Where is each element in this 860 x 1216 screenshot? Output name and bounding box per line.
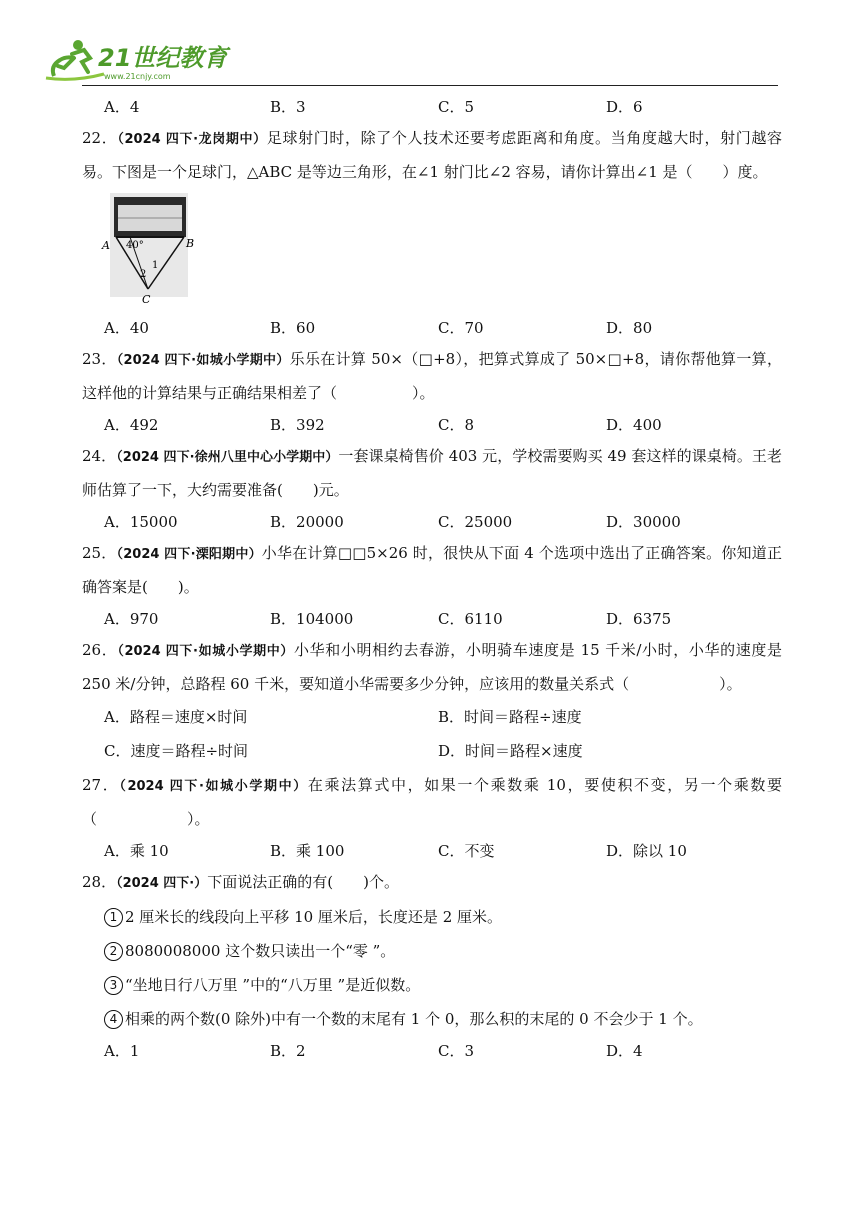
svg-text:www.21cnjy.com: www.21cnjy.com (104, 72, 171, 81)
q22-stem: 22．（2024 四下·龙岗期中）足球射门时，除了个人技术还要考虑距离和角度。当角度越大时，射门越容易。下图是一个足球门，△ABC 是等边三角形，在∠1 射门比∠2 容易，请你计算出∠1 是（ ）度。 (82, 129, 782, 181)
q25-option-c: C．6110 (438, 610, 503, 628)
q28-statement-1: 1 2 厘米长的线段向上平移 10 厘米后，长度还是 2 厘米。 (82, 900, 782, 934)
svg-text:21世纪教育: 21世纪教育 (98, 44, 228, 72)
q28-option-a: A．1 (104, 1042, 140, 1060)
21cnjy-logo (44, 36, 244, 84)
page-header (44, 36, 780, 88)
q21-option-b: B．3 (270, 98, 306, 116)
q24-stem: 24．（2024 四下·徐州八里中心小学期中）一套课桌椅售价 403 元，学校需要购买 49 套这样的课桌椅。王老师估算了一下，大约需要准备( )元。 (82, 447, 782, 499)
q23-option-a: A．492 (104, 416, 159, 434)
q24-options (82, 507, 782, 537)
q21-option-c: C．5 (438, 98, 475, 116)
q28-stem: 28．（2024 四下·）下面说法正确的有( )个。 (82, 873, 399, 891)
q24-option-b: B．20000 (270, 513, 344, 531)
q27-stem: 27．（2024 四下·如城小学期中）在乘法算式中，如果一个乘数乘 10，要使积不变，另一个乘数要（ ）。 (82, 776, 782, 828)
q21-option-d: D．6 (606, 98, 643, 116)
svg-text:40°: 40° (126, 240, 144, 251)
svg-text:A: A (102, 239, 110, 252)
q28-option-c: C．3 (438, 1042, 475, 1060)
q22-option-c: C．70 (438, 319, 484, 337)
q28-statement-2: 2 8080008000 这个数只读出一个“零 ”。 (82, 934, 782, 968)
q23-stem: 23．（2024 四下·如城小学期中）乐乐在计算 50×（□+8），把算式算成了 50×□+8，请你帮他算一算，这样他的计算结果与正确结果相差了（ ）。 (82, 350, 782, 402)
q25-stem: 25．（2024 四下·溧阳期中）小华在计算□□5×26 时，很快从下面 4 个选项中选出了正确答案。你知道正确答案是( )。 (82, 544, 782, 596)
q26-option-b: B．时间＝路程÷速度 (438, 708, 582, 726)
q23-option-d: D．400 (606, 416, 662, 434)
q22-option-d: D．80 (606, 319, 653, 337)
q28-statement-3: 3 “坐地日行八万里 ”中的“八万里 ”是近似数。 (82, 968, 782, 1002)
q24-option-a: A．15000 (104, 513, 178, 531)
svg-text:1: 1 (152, 260, 159, 271)
q23-options (82, 410, 782, 440)
q24-option-d: D．30000 (606, 513, 681, 531)
q28-options (82, 1036, 782, 1066)
q27-option-d: D．除以 10 (606, 842, 687, 860)
svg-text:C: C (142, 293, 151, 306)
q27-options (82, 836, 782, 866)
q28-statement-4: 4 相乘的两个数(0 除外)中有一个数的末尾有 1 个 0，那么积的末尾的 0 不会少于 1 个。 (82, 1002, 782, 1036)
goal-triangle-diagram (102, 191, 195, 309)
q25-option-a: A．970 (104, 610, 159, 628)
question-list (82, 92, 782, 1066)
q21-option-a: A．4 (104, 98, 140, 116)
q22-option-b: B．60 (270, 319, 316, 337)
q24-option-c: C．25000 (438, 513, 513, 531)
q26-options-row2 (82, 735, 782, 769)
q26-option-a: A．路程＝速度×时间 (104, 708, 248, 726)
q27-option-c: C．不变 (438, 842, 495, 860)
q25-option-d: D．6375 (606, 610, 672, 628)
q22-options (82, 313, 782, 343)
q27-option-b: B．乘 100 (270, 842, 345, 860)
q28-option-d: D．4 (606, 1042, 643, 1060)
header-rule (82, 85, 778, 86)
svg-text:B: B (186, 237, 195, 250)
q26-option-c: C．速度＝路程÷时间 (104, 742, 249, 760)
q21-options (82, 92, 782, 122)
q27-option-a: A．乘 10 (104, 842, 169, 860)
q23-option-b: B．392 (270, 416, 325, 434)
q26-option-d: D．时间＝路程×速度 (438, 742, 583, 760)
q25-options (82, 604, 782, 634)
q22-goal-figure (102, 191, 195, 309)
q22-option-a: A．40 (104, 319, 149, 337)
q26-stem: 26．（2024 四下·如城小学期中）小华和小明相约去春游，小明骑车速度是 15 千米/小时，小华的速度是 250 米/分钟，总路程 60 千米，要知道小华需要多少分钟，应该用的数量关系式（ ）。 (82, 641, 782, 693)
q28-option-b: B．2 (270, 1042, 306, 1060)
q23-option-c: C．8 (438, 416, 475, 434)
q25-option-b: B．104000 (270, 610, 354, 628)
svg-text:2: 2 (140, 269, 147, 280)
q26-options-row1 (82, 701, 782, 735)
